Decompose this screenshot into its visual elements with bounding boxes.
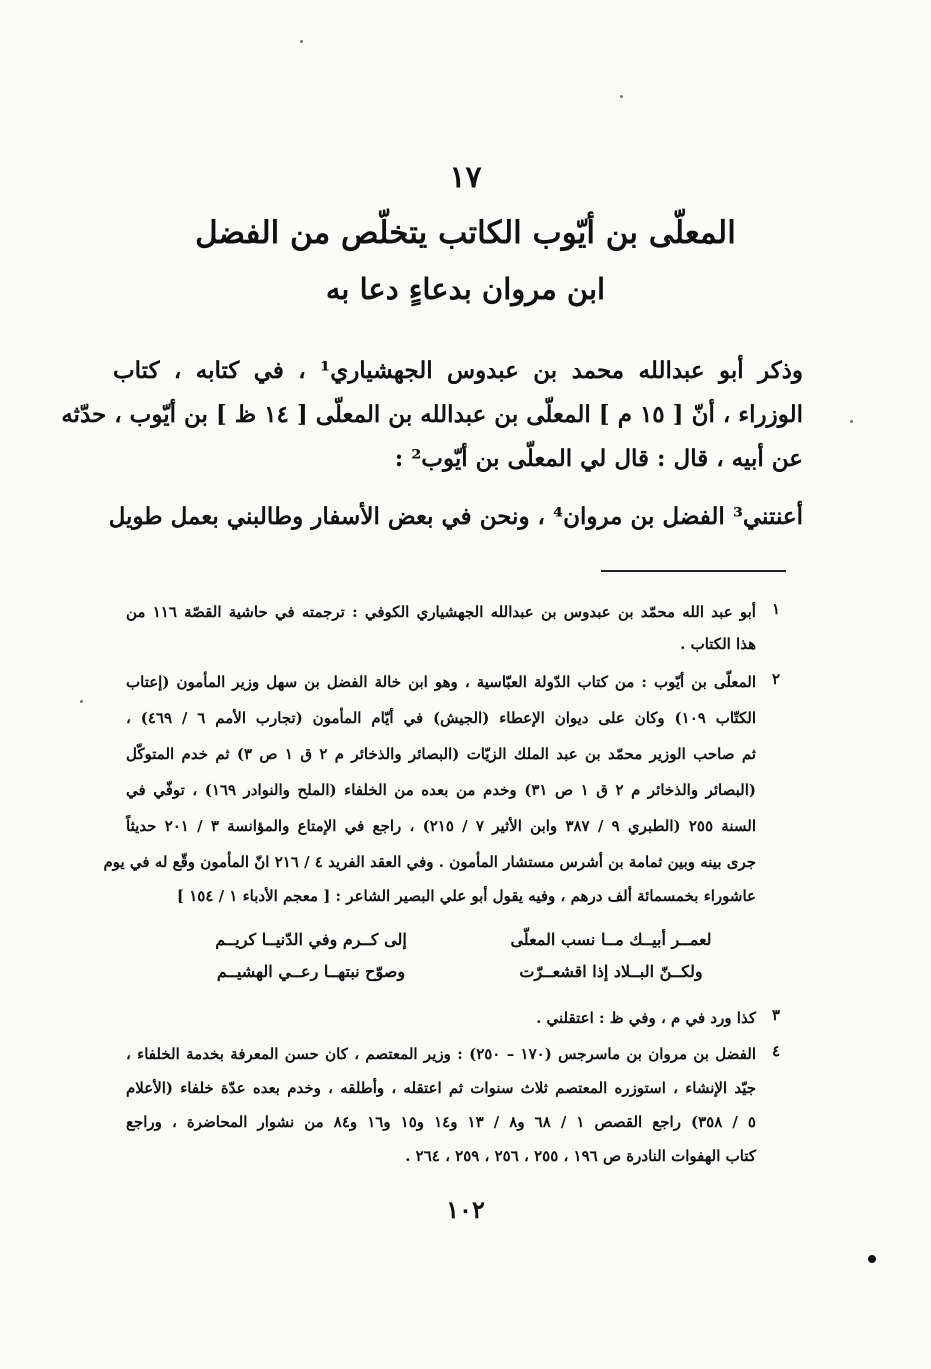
paper-speck: [850, 420, 853, 423]
story-number: ١٧: [449, 160, 482, 195]
body-paragraph-line: وذكر أبو عبدالله محمد بن عبدوس الجهشياري¹ ، في كتابه ، كتاب: [113, 357, 804, 384]
paper-speck: [80, 700, 83, 703]
footnote-line: عاشوراء بخمسمائة ألف درهم ، وفيه يقول أبو علي البصير الشاعر : [ معجم الأدباء ١ / ١٥٤ ]: [176, 887, 756, 905]
footnote-line: أبو عبد الله محمّد بن عبدوس بن عبدالله الجهشياري الكوفي : ترجمته في حاشية القصّة ١١٦ من: [126, 603, 756, 621]
footnote-line: هذا الكتاب .: [680, 635, 756, 653]
footnote-line: السنة ٢٥٥ (الطبري ٩ / ٣٨٧ وابن الأثير ٧ / ٢١٥) ، راجع في الإمتاع والمؤانسة ٣ / ٢٠١ حديثاً: [126, 817, 756, 835]
page-number: ١٠٢: [446, 1195, 485, 1224]
footnote-line: ٥ / ٣٥٨) راجع القصص ١ / ٦٨ و٨ / ١٣ و١٤ و١٥ و١٦ و٨٤ من نشوار المحاضرة ، وراجع: [126, 1113, 756, 1131]
verse-second-hemistich: وصوّح نبتهــا رعــي الهشيــم: [216, 962, 406, 981]
footnote-line: كتاب الهفوات النادرة ص ١٩٦ ، ٢٥٥ ، ٢٥٦ ، ٢٥٩ ، ٢٦٤ .: [405, 1147, 756, 1165]
footnote-line: جيّد الإنشاء ، استوزره المعتصم ثلاث سنوات ثم اعتقله ، وأطلقه ، وخدم بعده عدّة خلفاء (الأعلام: [126, 1079, 756, 1097]
footnote-number: ١: [771, 600, 781, 618]
footnote-line: (البصائر والذخائر م ٢ ق ١ ص ٣١) وخدم من بعده من الخلفاء (الملح والنوادر ١٦٩) ، توفّي في: [126, 781, 756, 799]
body-paragraph-line: الوزراء ، أنّ [ ١٥ م ] المعلّى بن عبدالله بن المعلّى [ ١٤ ظ ] بن أيّوب ، حدّثه: [61, 401, 803, 428]
footnote-separator: [601, 570, 786, 572]
footnote-line: الكتّاب ١٠٩) وكان على ديوان الإعطاء (الجيش) في أيّام المأمون (تجارب الأمم ٦ / ٤٦٩) ،: [126, 709, 756, 727]
verse-first-hemistich: ولكــنّ البــلاد إذا اقشعــرّت: [519, 962, 703, 981]
footnote-line: جرى بينه وبين ثمامة بن أشرس مستشار المأمون . وفي العقد الفريد ٤ / ٢١٦ انّ المأمون وقّع له في يوم: [103, 853, 756, 871]
paper-speck: [300, 40, 303, 43]
body-paragraph-line: أعنتني³ الفضل بن مروان⁴ ، ونحن في بعض الأسفار وطالبني بعمل طويل: [108, 503, 803, 530]
footnote-line: الفضل بن مروان بن ماسرجس (١٧٠ – ٢٥٠) : وزير المعتصم ، كان حسن المعرفة بخدمة الخلفاء ،: [126, 1045, 756, 1063]
paper-speck: [620, 95, 623, 98]
verse-first-hemistich: لعمــر أبيــك مــا نسب المعلّى: [510, 930, 712, 949]
footnote-number: ٢: [771, 670, 781, 688]
ink-spot: [868, 1255, 876, 1263]
footnote-line: المعلّى بن أيّوب : من كتاب الدّولة العبّاسية ، وهو ابن خالة الفضل بن سهل وزير المأمون (إعتاب: [126, 673, 756, 691]
verse-second-hemistich: إلى كــرم وفي الدّنيــا كريــم: [215, 930, 407, 949]
story-title-line-1: المعلّى بن أيّوب الكاتب يتخلّص من الفضل: [195, 215, 736, 251]
story-title-line-2: ابن مروان بدعاءٍ دعا به: [325, 272, 606, 306]
footnote-line: ثم صاحب الوزير محمّد بن عبد الملك الزيّات (البصائر والذخائر م ٢ ق ١ ص ٣) ثم خدم المتوكّل: [126, 745, 756, 763]
footnote-number: ٣: [771, 1006, 781, 1024]
footnote-number: ٤: [771, 1042, 781, 1060]
body-paragraph-line: عن أبيه ، قال : قال لي المعلّى بن أيّوب² :: [394, 445, 803, 472]
footnote-line: كذا ورد في م ، وفي ظ : اعتقلني .: [536, 1009, 756, 1027]
